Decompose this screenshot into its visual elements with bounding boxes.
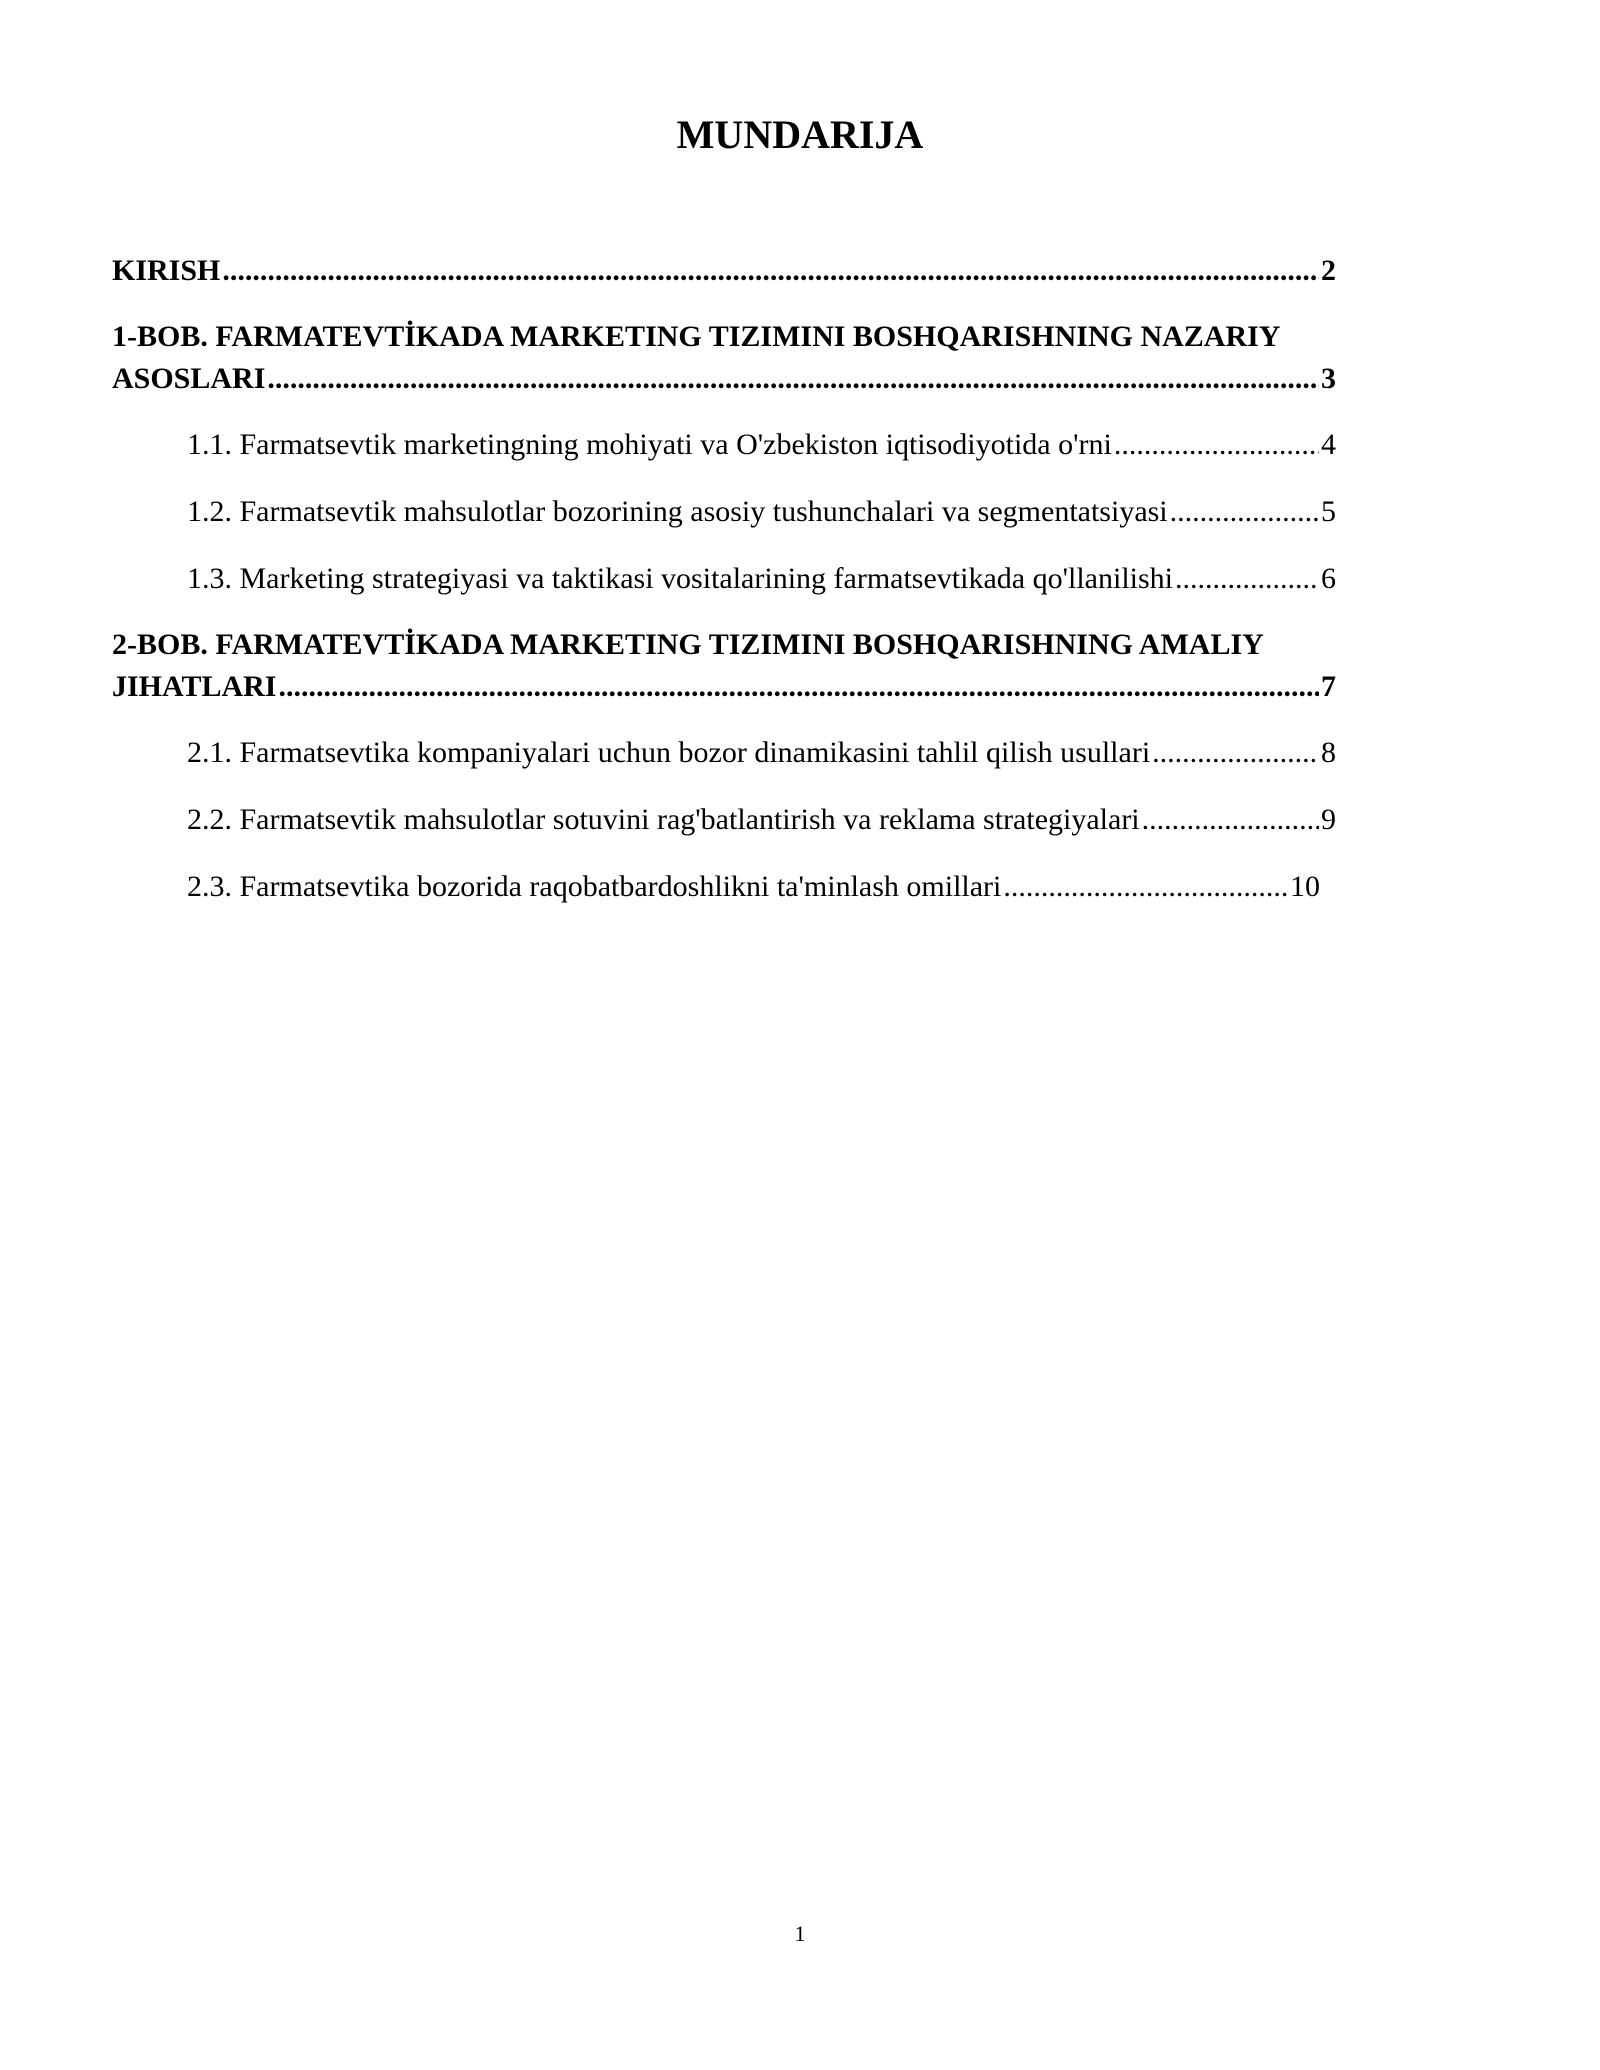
toc-leader-dots: [1175, 558, 1319, 600]
page-title: MUNDARIJA: [676, 112, 924, 157]
toc-entry-section-2-1[interactable]: [112, 732, 1336, 774]
toc-page-number: 4: [1321, 428, 1336, 461]
toc-entry-label: 2.3. Farmatsevtika bozorida raqobatbardoshlikni ta'minlash omillari: [187, 870, 1002, 903]
toc-page-number: 2: [1321, 254, 1336, 287]
toc-leader-dots: [1170, 491, 1319, 533]
toc-page-number: 9: [1321, 803, 1336, 836]
toc-entry-label: 2.1. Farmatsevtika kompaniyalari uchun bozor dinamikasini tahlil qilish usullari: [187, 736, 1151, 769]
toc-entry-section-2-3[interactable]: [112, 866, 1336, 908]
toc-leader-dots: [222, 250, 1319, 292]
page-number-footer: 1: [794, 1921, 806, 1946]
toc-chapter-title-line1: 2-BOB. FARMATEVTİKADA MARKETING TIZIMINI BOSHQARISHNING AMALIY: [112, 628, 1264, 661]
toc-page-number: 10: [1290, 870, 1320, 903]
toc-page-number: 6: [1321, 562, 1336, 595]
toc-entry-section-1-2[interactable]: [112, 491, 1336, 533]
toc-entry-label: 1.2. Farmatsevtik mahsulotlar bozorining asosiy tushunchalari va segmentatsiyasi: [187, 495, 1168, 528]
toc-leader-dots: [1003, 866, 1288, 908]
toc-chapter-title-line1: 1-BOB. FARMATEVTİKADA MARKETING TIZIMINI BOSHQARISHNING NAZARIY: [112, 320, 1281, 353]
toc-chapter-title-line2: JIHATLARI: [112, 670, 277, 703]
toc-page-number: 7: [1321, 670, 1336, 703]
toc-chapter-title-line2: ASOSLARI: [112, 362, 266, 395]
toc-entry-label: KIRISH: [112, 254, 221, 287]
table-of-contents: [112, 250, 1336, 908]
toc-leader-dots: [267, 358, 1319, 400]
toc-page-number: 5: [1321, 495, 1336, 528]
toc-leader-dots: [1152, 732, 1319, 774]
toc-entry-label: 1.1. Farmatsevtik marketingning mohiyati va O'zbekiston iqtisodiyotida o'rni: [187, 428, 1112, 461]
toc-entry-chapter-1[interactable]: [112, 316, 1336, 400]
toc-entry-label: 1.3. Marketing strategiyasi va taktikasi vositalarining farmatsevtikada qo'llanilishi: [187, 562, 1174, 595]
toc-page-number: 3: [1321, 362, 1336, 395]
toc-entry-intro[interactable]: [112, 250, 1336, 292]
toc-page-number: 8: [1321, 736, 1336, 769]
toc-entry-section-2-2[interactable]: [112, 799, 1336, 841]
toc-entry-chapter-2[interactable]: [112, 624, 1336, 708]
toc-entry-section-1-3[interactable]: [112, 558, 1336, 600]
toc-entry-section-1-1[interactable]: [112, 424, 1336, 466]
toc-entry-label: 2.2. Farmatsevtik mahsulotlar sotuvini rag'batlantirish va reklama strategiyalari: [187, 803, 1140, 836]
toc-leader-dots: [1114, 424, 1319, 466]
toc-leader-dots: [1142, 799, 1319, 841]
toc-leader-dots: [278, 666, 1319, 708]
